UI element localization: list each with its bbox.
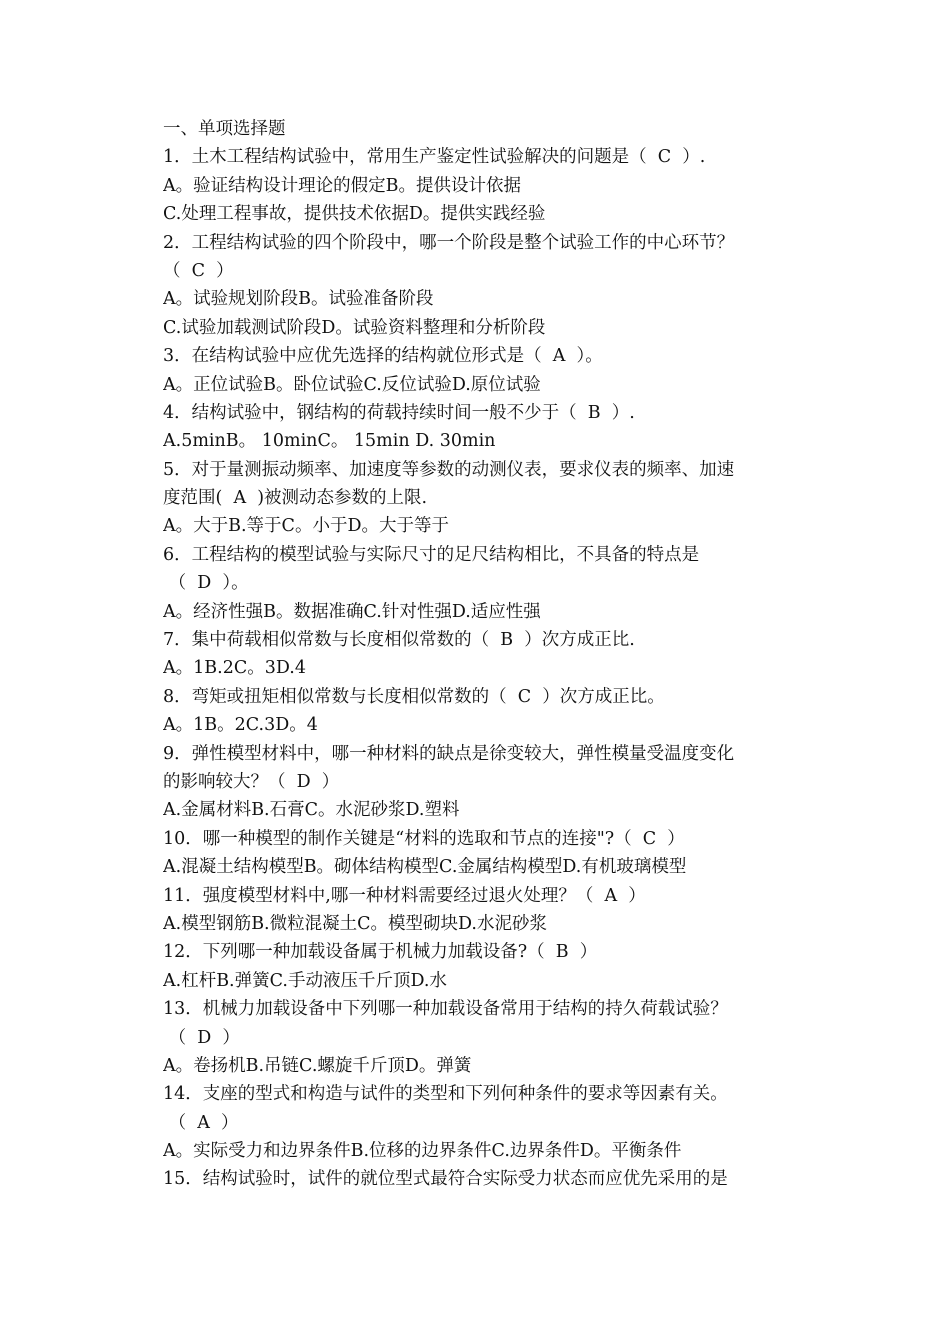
text-line: A.混凝土结构模型B。砌体结构模型C.金属结构模型D.有机玻璃模型: [163, 857, 687, 878]
text-line: 8．弯矩或扭矩相似常数与长度相似常数的（ C ）次方成正比。: [163, 686, 665, 707]
text-line: 1．土木工程结构试验中，常用生产鉴定性试验解决的问题是（ C ）.: [163, 147, 706, 168]
text-line: 14．支座的型式和构造与试件的类型和下列何种条件的要求等因素有关。: [163, 1084, 728, 1105]
section-title: 一、单项选择题: [163, 119, 286, 139]
text-line: 3．在结构试验中应优先选择的结构就位形式是（ A ）。: [163, 346, 603, 367]
text-line: （ D ）。: [163, 573, 249, 594]
text-line: A。1B.2C。3D.4: [163, 658, 306, 679]
text-line: （ D ）: [163, 1027, 240, 1048]
text-line: A.金属材料B.石膏C。水泥砂浆D.塑料: [163, 800, 460, 821]
text-line: A。验证结构设计理论的假定B。提供设计依据: [163, 175, 521, 196]
text-line: A.5minB。 10minC。 15min D. 30min: [163, 431, 496, 452]
text-line: A。经济性强B。数据准确C.针对性强D.适应性强: [163, 601, 541, 622]
text-line: 7．集中荷载相似常数与长度相似常数的（ B ）次方成正比.: [163, 630, 635, 651]
text-line: （ A ）: [163, 1112, 239, 1133]
text-line: 10．哪一种模型的制作关键是“材料的选取和节点的连接"?（ C ）: [163, 828, 685, 849]
text-line: （ C ）: [163, 260, 234, 281]
text-line: A。大于B.等于C。小于D。大于等于: [163, 516, 449, 537]
text-line: 9．弹性模型材料中，哪一种材料的缺点是徐变较大，弹性模量受温度变化: [163, 743, 735, 764]
text-line: 5．对于量测振动频率、加速度等参数的动测仪表，要求仪表的频率、加速: [163, 459, 735, 480]
text-line: A。试验规划阶段B。试验准备阶段: [163, 289, 434, 310]
text-line: A.杠杆B.弹簧C.手动液压千斤顶D.水: [163, 970, 447, 991]
text-line: 11．强度模型材料中,哪一种材料需要经过退火处理？（ A ）: [163, 885, 646, 906]
text-line: 15．结构试验时，试件的就位型式最符合实际受力状态而应优先采用的是: [163, 1169, 728, 1190]
text-line: C.处理工程事故，提供技术依据D。提供实践经验: [163, 204, 546, 225]
text-line: 的影响较大？（ D ）: [163, 771, 340, 792]
document-body: [163, 115, 803, 1194]
text-line: 6．工程结构的模型试验与实际尺寸的足尺结构相比，不具备的特点是: [163, 544, 700, 565]
text-line: 度范围( A )被测动态参数的上限.: [163, 488, 428, 509]
question-list: [163, 143, 803, 1193]
text-line: A。实际受力和边界条件B.位移的边界条件C.边界条件D。平衡条件: [163, 1141, 682, 1162]
text-line: 4．结构试验中，钢结构的荷载持续时间一般不少于（ B ）.: [163, 402, 635, 423]
text-line: 2．工程结构试验的四个阶段中，哪一个阶段是整个试验工作的中心环节？: [163, 232, 735, 253]
text-line: 12．下列哪一种加载设备属于机械力加载设备?（ B ）: [163, 942, 598, 963]
text-line: 13．机械力加载设备中下列哪一种加载设备常用于结构的持久荷载试验？: [163, 999, 728, 1020]
text-line: A.模型钢筋B.微粒混凝土C。模型砌块D.水泥砂浆: [163, 913, 547, 934]
text-line: A。正位试验B。卧位试验C.反位试验D.原位试验: [163, 374, 541, 395]
text-line: A。卷扬机B.吊链C.螺旋千斤顶D。弹簧: [163, 1055, 472, 1076]
text-line: C.试验加载测试阶段D。试验资料整理和分析阶段: [163, 317, 546, 338]
text-line: A。1B。2C.3D。4: [163, 715, 318, 736]
